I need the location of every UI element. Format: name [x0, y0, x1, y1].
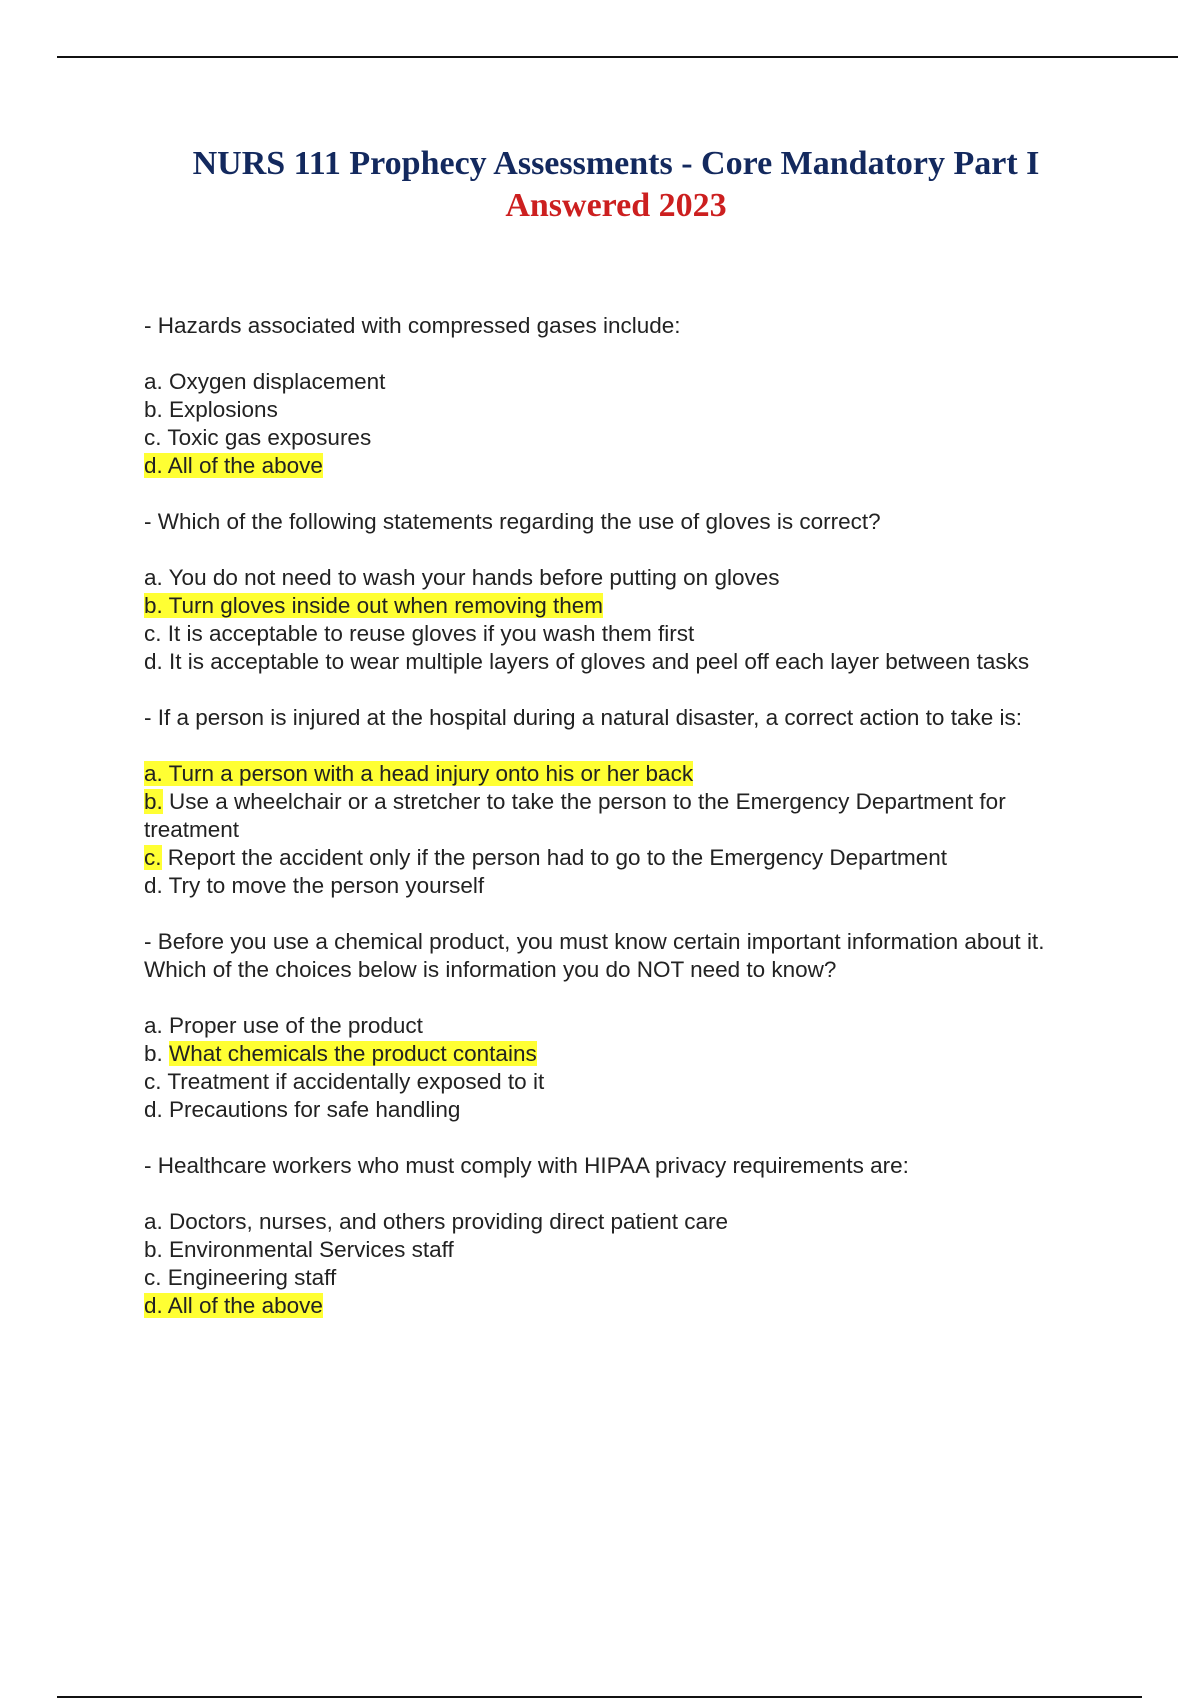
option-text: a. Oxygen displacement: [144, 369, 386, 394]
option-text: d. It is acceptable to wear multiple layers of gloves and peel off each layer between tasks: [144, 649, 1030, 674]
question-block: [144, 704, 1094, 900]
answer-options: [144, 368, 1094, 480]
option-text: b. Explosions: [144, 397, 278, 422]
option-text: c. It is acceptable to reuse gloves if you wash them first: [144, 621, 695, 646]
option-text: Report the accident only if the person had to go to the Emergency Department: [161, 845, 947, 870]
question-block: [144, 312, 1094, 480]
option-text: b. Environmental Services staff: [144, 1237, 454, 1262]
question-list: [144, 312, 1094, 1348]
answer-option-correct: [144, 1292, 1094, 1320]
question-prompt: - Before you use a chemical product, you must know certain important information about it. Which of the choices below is information you do NOT need to know?: [144, 929, 1045, 982]
question-block: [144, 508, 1094, 676]
option-text: c. Engineering staff: [144, 1265, 337, 1290]
option-text: c. Toxic gas exposures: [144, 425, 372, 450]
answer-option: [144, 620, 1094, 648]
answer-option: [144, 1012, 1094, 1040]
answer-options: [144, 564, 1094, 676]
option-text: c. Treatment if accidentally exposed to it: [144, 1069, 545, 1094]
answer-option: [144, 788, 1094, 844]
answer-option: [144, 368, 1094, 396]
highlighted-option-letter: c.: [144, 845, 162, 870]
highlighted-answer: d. All of the above: [144, 453, 323, 478]
option-text: a. Proper use of the product: [144, 1013, 423, 1038]
highlighted-answer: What chemicals the product contains: [169, 1041, 537, 1066]
answer-option-correct: [144, 760, 1094, 788]
option-text: d. Precautions for safe handling: [144, 1097, 461, 1122]
answer-options: [144, 1208, 1094, 1320]
option-letter: b.: [144, 1041, 170, 1066]
answer-option-correct: [144, 452, 1094, 480]
question-prompt: - Which of the following statements regarding the use of gloves is correct?: [144, 509, 881, 534]
answer-option-correct: [144, 1040, 1094, 1068]
answer-options: [144, 760, 1094, 900]
answer-option: [144, 1264, 1094, 1292]
highlighted-answer: b. Turn gloves inside out when removing them: [144, 593, 603, 618]
question-prompt: - If a person is injured at the hospital during a natural disaster, a correct action to take is:: [144, 705, 1022, 730]
option-text: a. Doctors, nurses, and others providing direct patient care: [144, 1209, 729, 1234]
highlighted-option-letter: b.: [144, 789, 163, 814]
answer-option: [144, 1096, 1094, 1124]
option-text: d. Try to move the person yourself: [144, 873, 485, 898]
option-text: Use a wheelchair or a stretcher to take the person to the Emergency Department for treatment: [144, 789, 1006, 842]
answer-option: [144, 648, 1094, 676]
document-title: [0, 143, 1200, 227]
answer-option: [144, 844, 1094, 872]
question-prompt: - Healthcare workers who must comply with HIPAA privacy requirements are:: [144, 1153, 909, 1178]
highlighted-answer: a. Turn a person with a head injury onto his or her back: [144, 761, 694, 786]
question-prompt: - Hazards associated with compressed gases include:: [144, 313, 681, 338]
answer-option: [144, 1208, 1094, 1236]
question-block: [144, 1152, 1094, 1320]
title-line-1: NURS 111 Prophecy Assessments - Core Mandatory Part I: [192, 145, 1040, 182]
answer-option-correct: [144, 592, 1094, 620]
answer-option: [144, 872, 1094, 900]
title-line-2: Answered 2023: [505, 187, 727, 224]
highlighted-answer: d. All of the above: [144, 1293, 323, 1318]
top-rule: [57, 56, 1178, 58]
answer-option: [144, 1068, 1094, 1096]
answer-options: [144, 1012, 1094, 1124]
option-text: a. You do not need to wash your hands before putting on gloves: [144, 565, 780, 590]
question-block: [144, 928, 1094, 1124]
answer-option: [144, 424, 1094, 452]
answer-option: [144, 564, 1094, 592]
bottom-rule: [57, 1696, 1142, 1698]
answer-option: [144, 396, 1094, 424]
answer-option: [144, 1236, 1094, 1264]
